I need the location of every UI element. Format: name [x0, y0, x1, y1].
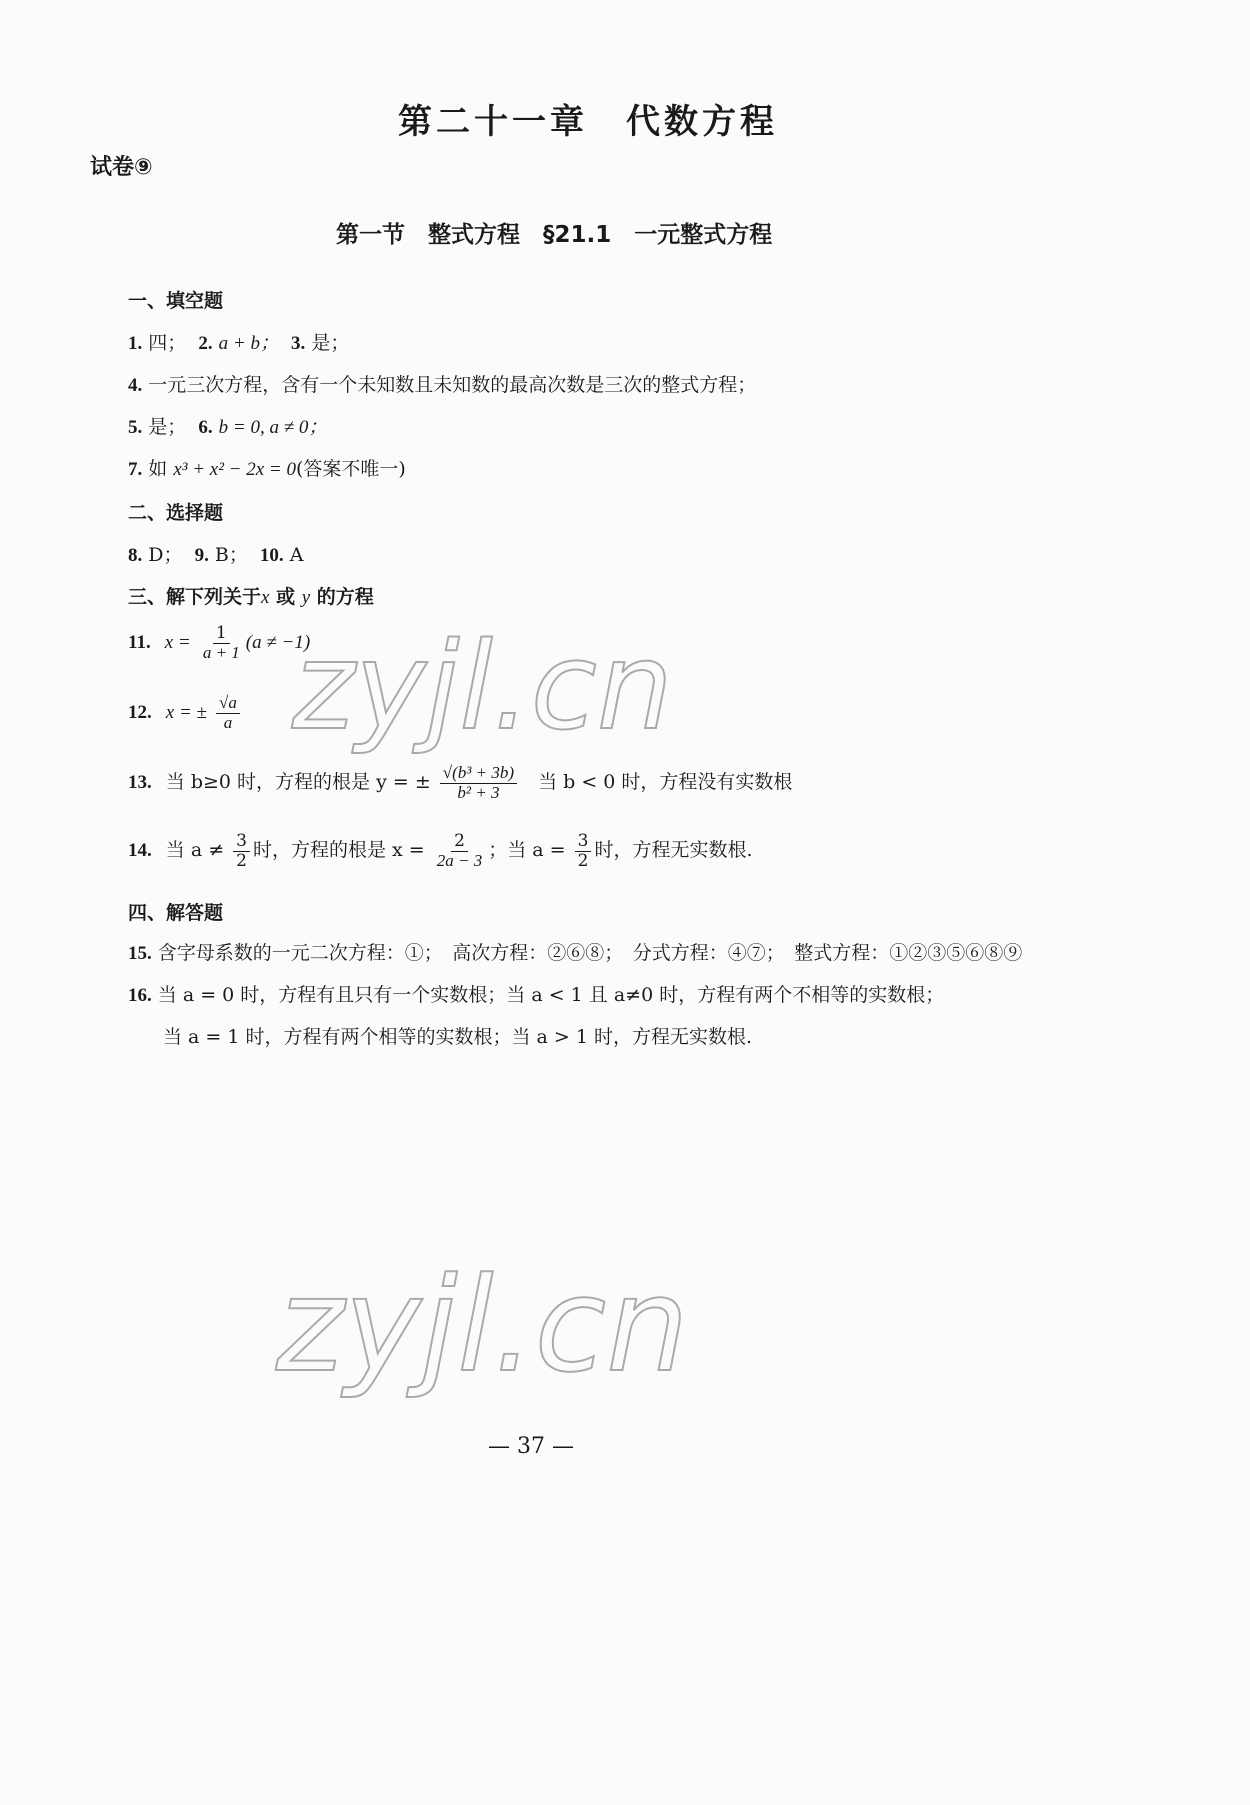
q6-number: 6.: [198, 417, 213, 438]
q9-number: 9.: [194, 545, 209, 566]
q3-number: 3.: [291, 333, 306, 354]
q6-answer: b = 0, a ≠ 0；: [218, 417, 328, 438]
q15-answer: 含字母系数的一元二次方程：①； 高次方程：②⑥⑧； 分式方程：④⑦； 整式方程：①②③⑤⑥⑧⑨: [157, 942, 1023, 964]
watermark-lower: zyjl.cn: [276, 1249, 689, 1401]
q5-answer: 是；: [148, 416, 187, 438]
q14-f2-denominator: 2a − 3: [436, 850, 483, 870]
q13-prefix: 当 b≥0 时，方程的根是 y = ±: [165, 771, 431, 794]
q2-answer: a + b；: [218, 333, 279, 354]
q14-part-a: 当 a ≠: [165, 839, 225, 862]
q14-part-e: 时，方程无实数根.: [594, 839, 753, 862]
q4-answer: 一元三次方程，含有一个未知数且未知数的最高次数是三次的整式方程；: [148, 374, 757, 396]
q14-fraction-3: [575, 832, 592, 870]
q12-fraction: [216, 694, 240, 732]
q13-numerator: √(b³ + 3b): [440, 764, 517, 784]
q11-fraction: [200, 624, 243, 662]
q10-number: 10.: [259, 545, 284, 566]
heading-solve-post: 的方程: [310, 586, 374, 608]
heading-solve-x: x: [261, 587, 270, 608]
answer-line-11: [128, 624, 310, 662]
section-title: 第一节 整式方程 §21.1 一元整式方程: [336, 222, 773, 248]
q5-number: 5.: [128, 417, 143, 438]
answer-line-5-6: [128, 412, 327, 439]
q8-number: 8.: [128, 545, 143, 566]
q16-answer-line-1: 当 a = 0 时，方程有且只有一个实数根；当 a < 1 且 a≠0 时，方程有两个不相等的实数根；: [157, 984, 945, 1006]
q11-numerator: 1: [213, 624, 230, 644]
q4-number: 4.: [128, 375, 143, 396]
q14-part-c: ；当 a =: [488, 839, 566, 862]
heading-fill-in: 一、填空题: [128, 290, 224, 312]
q1-answer: 四；: [148, 332, 187, 354]
q14-fraction-1: [233, 832, 250, 870]
heading-answer-questions: 四、解答题: [128, 902, 224, 924]
answer-line-8-10: [128, 540, 303, 567]
heading-solve-equations: [128, 582, 374, 609]
q7-prefix: 如: [148, 458, 174, 480]
q10-answer: A: [289, 544, 304, 566]
q13-denominator: b² + 3: [457, 782, 500, 802]
q2-number: 2.: [198, 333, 213, 354]
q13-suffix: 当 b < 0 时，方程没有实数根: [538, 771, 793, 794]
watermark-upper: zyjl.cn: [292, 618, 673, 757]
q15-number: 15.: [128, 943, 152, 964]
q14-fraction-2: [434, 832, 485, 870]
answer-line-7: [128, 454, 406, 481]
q9-answer: B；: [214, 544, 248, 566]
q11-lhs: x =: [164, 632, 191, 654]
q11-condition: (a ≠ −1): [245, 632, 311, 654]
q1-number: 1.: [128, 333, 143, 354]
heading-multiple-choice: 二、选择题: [128, 502, 224, 524]
heading-solve-y: y: [301, 587, 311, 608]
q14-f1-denominator: 2: [236, 850, 247, 871]
q14-f2-numerator: 2: [451, 832, 468, 852]
answer-line-15: [128, 938, 1022, 965]
q13-number: 13.: [128, 772, 152, 794]
q7-number: 7.: [128, 459, 143, 480]
paper-label: 试卷⑨: [90, 155, 153, 180]
q16-number: 16.: [128, 985, 152, 1006]
q11-number: 11.: [128, 632, 151, 654]
q7-expression: x³ + x² − 2x = 0: [173, 459, 296, 480]
q12-lhs: x = ±: [165, 702, 207, 724]
page-number: — 37 —: [488, 1434, 574, 1459]
q14-number: 14.: [128, 840, 152, 862]
q13-fraction: [440, 764, 517, 802]
answer-line-16-cont: 当 a = 1 时，方程有两个相等的实数根；当 a > 1 时，方程无实数根.: [163, 1026, 753, 1048]
q14-f3-numerator: 3: [575, 832, 592, 852]
q12-number: 12.: [128, 702, 152, 724]
q11-denominator: a + 1: [202, 642, 240, 662]
q8-answer: D；: [148, 544, 183, 566]
q7-note: (答案不唯一): [296, 458, 406, 480]
answer-line-12: [128, 694, 243, 732]
answer-line-14: [128, 832, 753, 870]
q14-f3-denominator: 2: [577, 850, 589, 871]
q14-f1-numerator: 3: [233, 832, 250, 852]
answer-line-16: [128, 980, 944, 1007]
answer-line-13: [128, 764, 792, 802]
q14-part-b: 时，方程的根是 x =: [253, 839, 425, 862]
q12-denominator: a: [223, 712, 233, 732]
answer-line-1-3: [128, 328, 349, 355]
q12-numerator: √a: [216, 694, 240, 714]
chapter-title: 第二十一章 代数方程: [398, 102, 778, 142]
q3-answer: 是；: [311, 332, 350, 354]
heading-solve-or: 或: [269, 586, 302, 608]
heading-solve-pre: 三、解下列关于: [128, 586, 262, 608]
answer-line-4: [128, 370, 756, 397]
